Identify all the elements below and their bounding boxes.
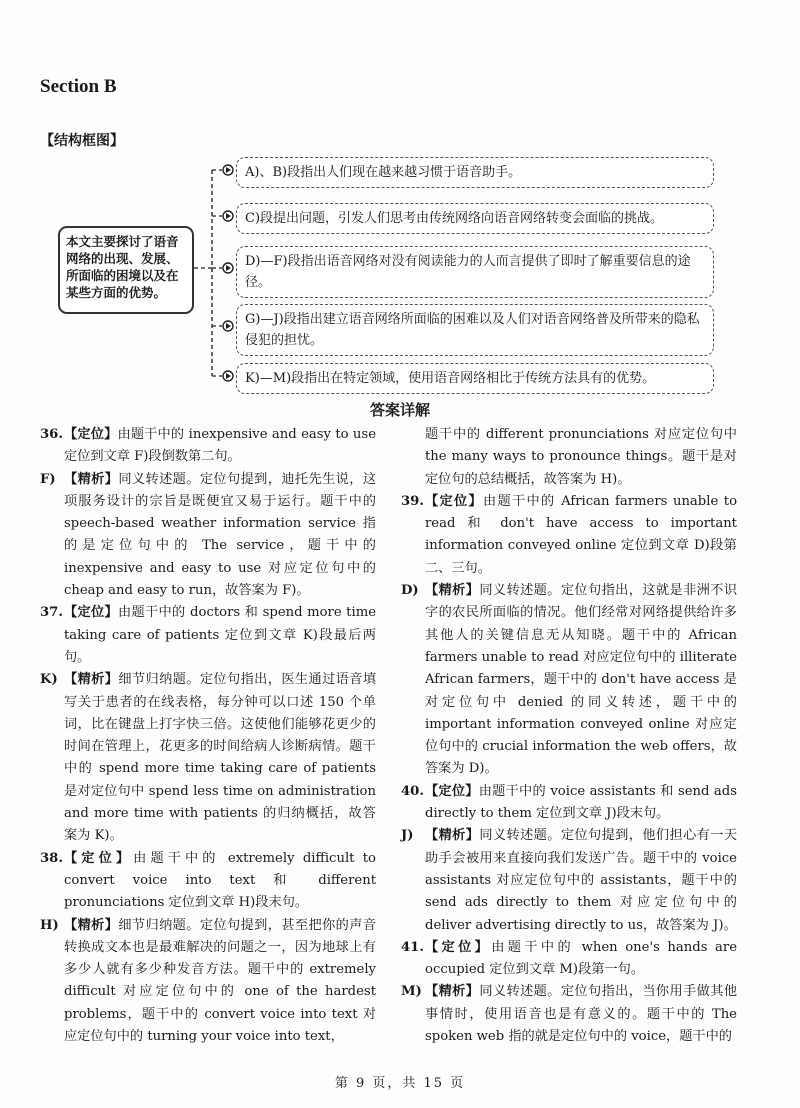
- entry-label: 【精析】: [425, 984, 480, 1000]
- entry-text: 由题干中的 extremely difficult to convert voice into text 和 different pronunciations 定位到文章 H)段末句。: [64, 850, 376, 911]
- entry-tag: 37.: [40, 605, 63, 621]
- entry-text: 同义转述题。定位句提到，迪托先生说，这项服务设计的宗旨是既便宜又易于运行。题干中的 speech-based weather information service 指的是定位句中的 The service，题干中的 inexpensive and easy to use 对应定位句中的 cheap and easy to run，故答案为 F)。: [64, 471, 377, 599]
- entry-label: 【定位】: [64, 850, 134, 866]
- entry-text: 同义转述题。定位句指出，这就是非洲不识字的农民所面临的情况。他们经常对网络提供给许多其他人的关键信息无从知晓。题干中的 African farmers unable to read 对应定位句中的 illiterate African farmers，题干中的 don't have access 是对定位句中 denied 的同义转述，题干中的 important information conveyed online 对应定位句中的 crucial information the web offers，故答案为 D)。: [425, 583, 738, 777]
- entry-text: 题干中的 different pronunciations 对应定位句中 the many ways to pronounce things。题干是对定位句的总结概括，故答案为 H)。: [425, 427, 737, 487]
- entry-tag: D): [401, 583, 419, 599]
- entry-text: 由题干中的 when one's hands are occupied 定位到文章 M)段第一句。: [425, 939, 737, 978]
- summary-box: 本文主要探讨了语音网络的出现、发展、所面临的困境以及在某些方面的优势。: [58, 226, 194, 314]
- entry-label: 【精析】: [425, 828, 480, 844]
- entry-text: 细节归纳题。定位句指出，医生通过语音填写关于患者的在线表格，每分钟可以口述 150 个单词，比在键盘上打字快三倍。这使他们能够花更少的时间在管理上，花更多的时间给病人诊断病情。题干中的 spend more time taking care of patients 是对定位句中 spend less time on administration and more time with patients 的归纳概括，故答案为 K)。: [64, 672, 377, 844]
- answer-entry: [40, 469, 376, 603]
- entry-label: 【精析】: [64, 672, 119, 688]
- entry-label: 【精析】: [425, 583, 480, 599]
- page-footer: 第 9 页，共 15 页: [334, 1076, 466, 1091]
- answer-entry: [40, 424, 376, 469]
- entry-tag: M): [401, 984, 422, 1000]
- answers-title: 答案详解: [369, 401, 430, 419]
- entry-text: 由题干中的 voice assistants 和 send ads directly to them 定位到文章 J)段末句。: [425, 783, 737, 822]
- entry-tag: K): [40, 672, 58, 688]
- entry-label: 【定位】: [425, 783, 479, 799]
- structure-node-ab: A)、B)段指出人们现在越来越习惯于语音助手。: [236, 157, 714, 188]
- structure-node-df: D)—F)段指出语音网络对没有阅读能力的人而言提供了即时了解重要信息的途径。: [236, 246, 714, 298]
- entry-label: 【定位】: [425, 493, 484, 509]
- answer-entry: [40, 848, 376, 915]
- frame-label: 【结构框图】: [40, 133, 124, 149]
- entry-tag: 38.: [40, 850, 63, 866]
- entry-tag: H): [40, 917, 59, 933]
- section-title: Section B: [40, 76, 117, 97]
- entry-tag: 36.: [40, 427, 63, 442]
- entry-text: 同义转述题。定位句指出，当你用手做其他事情时，使用语音也是有意义的。题干中的 The spoken web 指的就是定位句中的 voice，题干中的: [425, 984, 738, 1045]
- entry-text: 由题干中的 doctors 和 spend more time taking care of patients 定位到文章 K)段最后两句。: [64, 605, 377, 665]
- entry-tag: 39.: [401, 493, 424, 509]
- entry-tag: 41.: [401, 939, 424, 955]
- structure-node-km: K)—M)段指出在特定领域，使用语音网络相比于传统方法具有的优势。: [236, 363, 714, 394]
- structure-node-gj: G)—J)段指出建立语音网络所面临的困难以及人们对语音网络普及所带来的隐私侵犯的担忧。: [236, 304, 714, 356]
- entry-text: 细节归纳题。定位句提到，甚至把你的声音转换成文本也是最难解决的问题之一，因为地球上有多少人就有多少种发音方法。题干中的 extremely difficult 对应定位句中的 one of the hardest problems，题干中的 convert voice into text 对应定位句中的 turning your voice into text，: [64, 917, 377, 1045]
- entry-text: 由题干中的 African farmers unable to read 和 don't have access to important information conveyed online 定位到文章 D)段第二、三句。: [425, 493, 738, 576]
- answers-right-column: [401, 424, 737, 1048]
- answer-entry: [401, 781, 737, 826]
- answer-entry: [401, 937, 737, 982]
- answer-entry: [401, 424, 737, 491]
- answer-entry: [40, 915, 376, 1049]
- answers-left-column: [40, 424, 376, 1048]
- entry-label: 【精析】: [64, 917, 119, 933]
- entry-label: 【精析】: [64, 471, 119, 487]
- answer-entry: [40, 602, 376, 669]
- answer-entry: [40, 669, 376, 847]
- answer-entry: [401, 825, 737, 936]
- entry-label: 【定位】: [64, 605, 119, 621]
- structure-node-c: C)段提出问题，引发人们思考由传统网络向语音网络转变会面临的挑战。: [236, 203, 714, 234]
- entry-text: 同义转述题。定位句提到，他们担心有一天助手会被用来直接向我们发送广告。题干中的 voice assistants 对应定位句中的 assistants，题干中的 send ads directly to them 对应定位句中的 deliver advertising directly to us，故答案为 J)。: [425, 828, 738, 933]
- answer-entry: [401, 981, 737, 1048]
- entry-tag: J): [401, 828, 414, 844]
- entry-tag: 40.: [401, 783, 424, 799]
- entry-label: 【定位】: [64, 427, 118, 442]
- entry-tag: F): [40, 471, 56, 487]
- entry-label: 【定位】: [425, 939, 492, 955]
- answer-entry: [401, 580, 737, 781]
- answer-entry: [401, 491, 737, 580]
- entry-text: 由题干中的 inexpensive and easy to use 定位到文章 F)段倒数第二句。: [64, 427, 376, 465]
